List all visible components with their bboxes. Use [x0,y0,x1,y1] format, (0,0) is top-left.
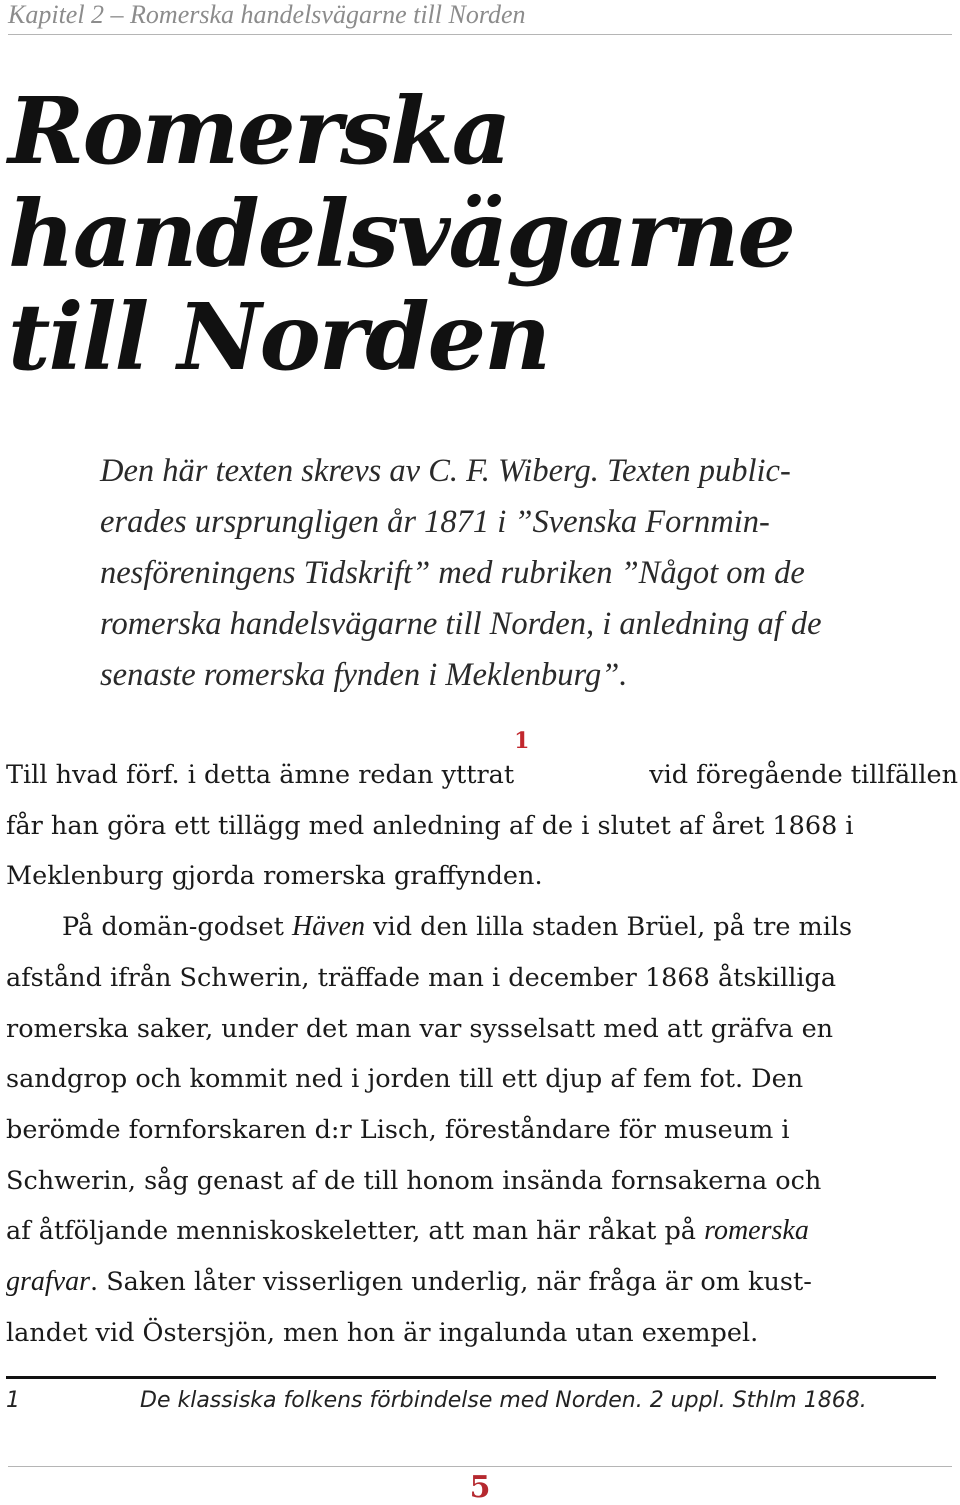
body-line: afstånd ifrån Schwerin, träffade man i december 1868 åtskilliga [6,962,837,993]
chapter-title-line: handelsvägarne [8,180,794,288]
page-number: 5 [469,1470,491,1505]
intro-line: erades ursprungligen år 1871 i ”Svenska Fornmin- [100,504,770,540]
body-line [6,902,958,953]
footnote-divider [6,1376,936,1379]
body-text-segment: vid den lilla staden Brüel, på tre mils [373,912,853,943]
intro-paragraph [100,446,930,701]
chapter-title [8,77,952,391]
intro-line: romerska handelsvägarne till Norden, i anledning af de [100,606,822,642]
italic-emphasis: grafvar [6,1266,90,1298]
body-line: Schwerin, såg genast af de till honom insända fornsakerna och [6,1165,822,1196]
body-text-segment: Till hvad förf. i detta ämne redan yttrat [6,760,515,790]
intro-line: senaste romerska fynden i Meklenburg”. [100,657,628,693]
running-head: Kapitel 2 – Romerska handelsvägarne till Norden [8,0,952,35]
body-text [6,727,958,1358]
body-text-segment: . Saken låter visserligen underlig, när fråga är om kust- [90,1267,812,1298]
italic-place-name: Häven [291,911,366,943]
body-line: Meklenburg gjorda romerska graffynden. [6,861,543,892]
body-line: landet vid Östersjön, men hon är ingalunda utan exempel. [6,1317,759,1348]
intro-line: Den här texten skrevs av C. F. Wiberg. Texten public- [100,453,791,489]
paragraph-2 [6,902,958,1358]
footnote [6,1386,936,1416]
body-line: berömde fornforskaren d:r Lisch, föreståndare för museum i [6,1114,790,1145]
footnote-number: 1 [6,1388,20,1413]
body-line [6,1206,958,1257]
body-line: får han göra ett tillägg med anledning af de i slutet af året 1868 i [6,810,854,841]
body-text-segment: På domän-godset [62,912,284,943]
body-line: sandgrop och kommit ned i jorden till ett djup af fem fot. Den [6,1064,804,1095]
italic-emphasis: romerska [704,1215,809,1247]
paragraph-1 [6,727,958,902]
footnote-marker[interactable]: 1 [514,727,530,754]
body-text-segment: af åtföljande menniskoskeletter, att man här råkat på [6,1216,696,1247]
intro-line: nesföreningens Tidskrift” med rubriken ”Något om de [100,555,805,591]
footer-divider [8,1466,952,1467]
chapter-title-line: till Norden [8,283,550,391]
body-text-segment: vid föregående tillfällen [649,760,958,790]
body-line [6,1257,958,1308]
body-line [6,727,958,801]
body-line: romerska saker, under det man var sysselsatt med att gräfva en [6,1013,834,1044]
footnote-text: De klassiska folkens förbindelse med Norden. 2 uppl. Sthlm 1868. [140,1388,867,1413]
chapter-title-line: Romerska [8,77,510,185]
